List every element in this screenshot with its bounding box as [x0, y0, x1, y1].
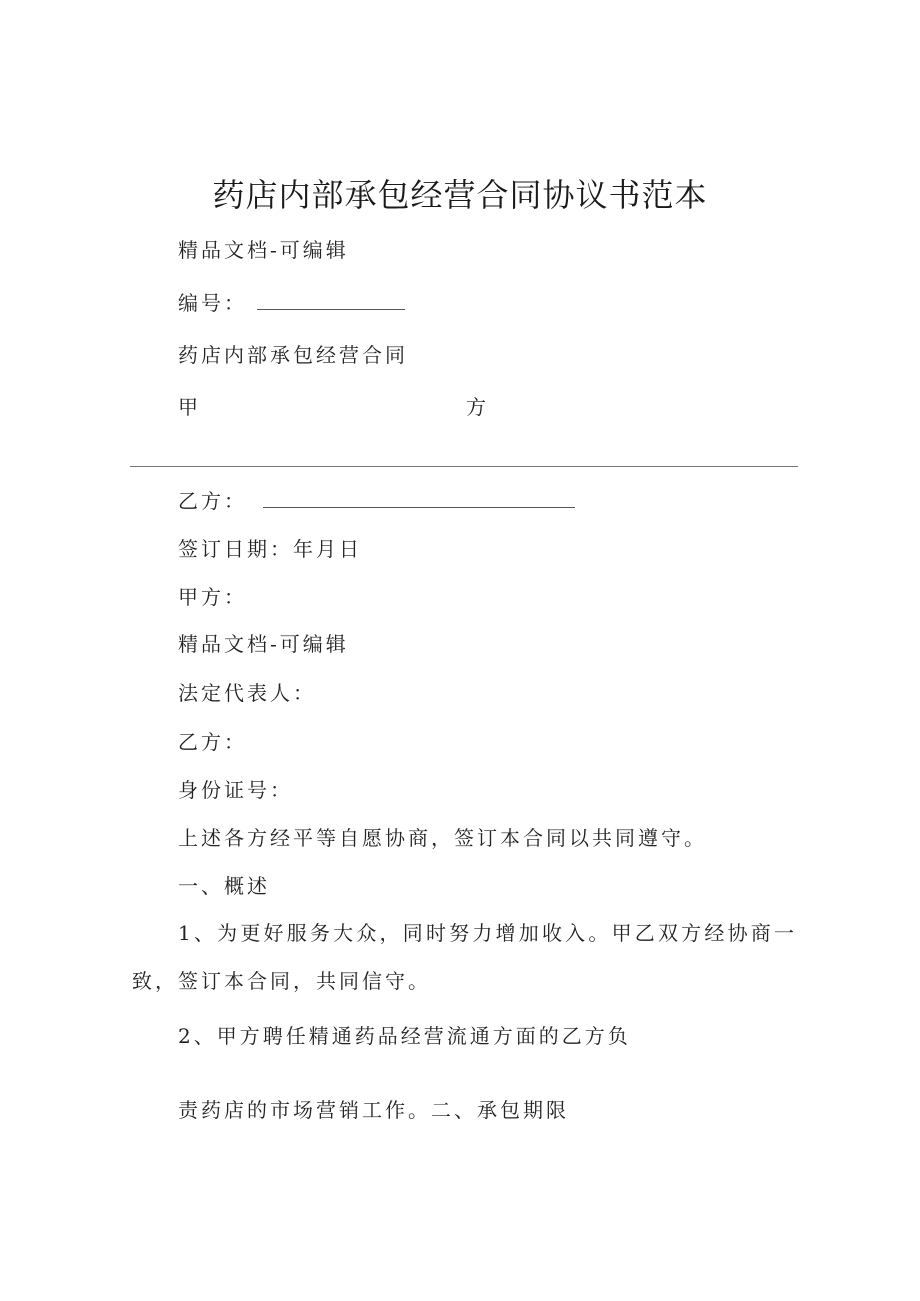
legal-representative: 法定代表人：	[178, 681, 316, 705]
party-a-label: 甲方：	[178, 585, 247, 609]
agreement-statement: 上述各方经平等自愿协商，签订本合同以共同遵守。	[178, 826, 707, 850]
id-number: 身份证号：	[178, 778, 293, 802]
number-label: 编号：	[178, 291, 247, 315]
editable-note: 精品文档-可编辑	[178, 238, 349, 262]
contract-name: 药店内部承包经营合同	[178, 343, 408, 367]
party-a-underline	[130, 466, 798, 467]
number-blank	[257, 291, 405, 310]
clause-2-continued: 责药店的市场营销工作。二、承包期限	[178, 1098, 569, 1122]
party-a-char-1: 甲	[178, 395, 201, 419]
document-title: 药店内部承包经营合同协议书范本	[212, 176, 708, 214]
sign-date: 签订日期：年月日	[178, 537, 362, 561]
section-1-heading: 一、概述	[178, 874, 270, 898]
clause-2: 2、甲方聘任精通药品经营流通方面的乙方负	[178, 1024, 631, 1048]
editable-note-2: 精品文档-可编辑	[178, 632, 349, 656]
clause-1: 1、为更好服务大众，同时努力增加收入。甲乙双方经协商一致，签订本合同，共同信守。	[132, 921, 797, 993]
party-a-char-2: 方	[466, 395, 489, 419]
party-b-row	[178, 488, 575, 514]
party-b-blank	[263, 489, 575, 508]
number-row	[178, 290, 405, 316]
party-b-label-2: 乙方：	[178, 730, 247, 754]
party-b-label: 乙方：	[178, 489, 247, 513]
